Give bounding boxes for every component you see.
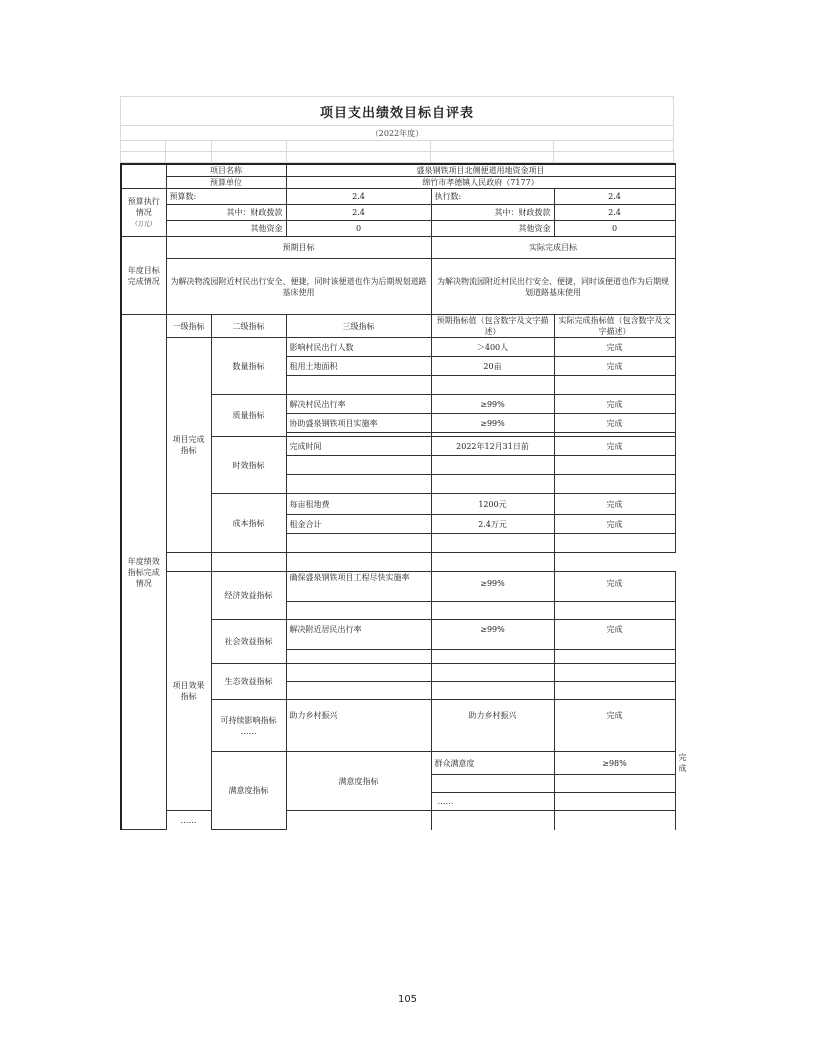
empty-cell [286, 475, 431, 494]
project-name-value: 盛泉钢铁项目北侧便道用地资金项目 [286, 164, 675, 177]
indicator-actual: 完成 [554, 414, 675, 433]
header-level2: 二级指标 [211, 315, 286, 338]
indicator-actual: 完成 [554, 494, 675, 515]
economic-label: 经济效益指标 [211, 572, 286, 620]
empty-cell [166, 553, 211, 572]
empty-cell [554, 793, 675, 811]
empty-cell [286, 534, 431, 553]
performance-section-label: 年度绩效指标完成情况 [121, 315, 166, 830]
header-level3: 三级指标 [286, 315, 431, 338]
empty-cell [286, 376, 431, 395]
indicator-name: 解决村民出行率 [286, 395, 431, 414]
project-name-label: 项目名称 [166, 164, 286, 177]
empty-cell [431, 650, 554, 664]
empty-cell [431, 602, 554, 620]
indicator-name: 租用土地面积 [286, 357, 431, 376]
indicator-name: 群众满意度 [431, 752, 554, 775]
budget-unit-label: 预算单位 [166, 177, 286, 189]
annual-goal-section-label: 年度目标完成情况 [121, 237, 166, 315]
empty-cell [554, 602, 675, 620]
empty-cell [286, 553, 431, 572]
evaluation-table: 项目名称 盛泉钢铁项目北侧便道用地资金项目 预算单位 绵竹市孝德镇人民政府（7177） 预算执行情况 （万元） 预算数: 2.4 执行数: 2.4 其中：财政拨款 2.4 其中：财政拨款 2.4 其他资金 0 其他资金 0 年度目标完成情况 预期目标 实际完成目标 为解决物流园附近村民出行安全、便捷，同时该便道也作为后期规划道路基床使用 为解决物流园附近村民出行安全、便捷，同时该便道也作为后期规划道路基床使用 年度绩效指标完成情况 一级指标 二级指标 三级指标 预期指标值（包含数字及文字描述） 实际完成指标值（包含数字及文字描述） 项目完成指标 数量指标 影响村民出行人数 ＞400人 完成 租用土地面积 20亩 完成 质量指标 解决村民出行率 ≥99% 完成 协助盛泉钢铁项目实施率 ≥99% 完成 时效指标 完成时间 2022年12月31日前 完成 成本指标 每亩租地费 1200元 完成 租金合计 2.4万元 完成 项目效果指标 经济效益指标 确保盛泉钢铁项目工程尽快实施率 ≥99% 完成 社会效益指标 解决附近居民出行率 ≥99% 完成 生态效益指标 可持续影响指标 …… 助力乡村振兴 助力乡村振兴 完成 满意度指标 满意度指标 群众满意度 ≥98% 完成 …… …… [120, 163, 676, 830]
exec-amount-value: 2.4 [554, 189, 675, 205]
indicator-actual: 完成 [554, 620, 675, 650]
blank-cell [121, 164, 166, 189]
empty-cell [431, 456, 554, 475]
indicator-expected: 20亩 [431, 357, 554, 376]
budget-exec-section-label: 预算执行情况 （万元） [121, 189, 166, 237]
indicator-expected: 1200元 [431, 494, 554, 515]
indicator-name: 协助盛泉钢铁项目实施率 [286, 414, 431, 433]
empty-cell [286, 664, 431, 682]
social-label: 社会效益指标 [211, 620, 286, 664]
indicator-name: 租金合计 [286, 515, 431, 534]
actual-goal-header: 实际完成目标 [431, 237, 675, 259]
empty-cell [431, 553, 554, 572]
exec-amount-label: 执行数: [431, 189, 554, 205]
satisfaction-ellipsis-2: …… [166, 811, 211, 830]
budget-amount-label: 预算数: [166, 189, 286, 205]
other-funds-label-exec: 其他资金 [431, 221, 554, 237]
indicator-expected: ≥99% [431, 414, 554, 433]
indicator-expected: 2.4万元 [431, 515, 554, 534]
page-number: 105 [397, 994, 418, 1005]
fiscal-label: 其中：财政拨款 [166, 205, 286, 221]
empty-cell [286, 456, 431, 475]
empty-cell [554, 775, 675, 793]
indicator-actual: 完成 [554, 357, 675, 376]
indicator-name: 确保盛泉钢铁项目工程尽快实施率 [286, 572, 431, 602]
group-effect-label: 项目效果指标 [166, 572, 211, 811]
empty-cell [431, 534, 554, 553]
evaluation-sheet [120, 96, 687, 830]
indicator-expected: 2022年12月31日前 [431, 437, 554, 456]
indicator-actual: 完成 [554, 437, 675, 456]
indicator-expected: 助力乡村振兴 [431, 700, 554, 752]
other-funds-value-exec: 0 [554, 221, 675, 237]
indicator-name: 完成时间 [286, 437, 431, 456]
timeliness-label: 时效指标 [211, 437, 286, 494]
satisfaction-ellipsis: …… [431, 793, 554, 811]
empty-cell [554, 456, 675, 475]
actual-goal-text: 为解决物流园附近村民出行安全、便捷，同时该便道也作为后期规划道路基床使用 [431, 259, 675, 315]
sustainable-label: 可持续影响指标 …… [211, 700, 286, 752]
ecological-label: 生态效益指标 [211, 664, 286, 700]
expected-goal-header: 预期目标 [166, 237, 431, 259]
empty-cell [211, 553, 286, 572]
quality-label: 质量指标 [211, 395, 286, 437]
empty-cell [431, 664, 554, 682]
empty-cell [554, 534, 675, 553]
indicator-expected: ≥99% [431, 395, 554, 414]
group-satisfaction-label: 满意度指标 [211, 752, 286, 830]
other-funds-label: 其他资金 [166, 221, 286, 237]
group-completion-label: 项目完成指标 [166, 338, 211, 553]
header-expected: 预期指标值（包含数字及文字描述） [431, 315, 554, 338]
indicator-actual: 完成 [554, 572, 675, 602]
indicator-name: 助力乡村振兴 [286, 700, 431, 752]
quantity-label: 数量指标 [211, 338, 286, 395]
budget-unit-value: 绵竹市孝德镇人民政府（7177） [286, 177, 675, 189]
empty-cell [286, 650, 431, 664]
spacer-grid-row [120, 140, 674, 151]
indicator-expected: ≥99% [431, 620, 554, 650]
empty-cell [286, 811, 431, 830]
indicator-expected: ＞400人 [431, 338, 554, 357]
empty-cell [554, 376, 675, 395]
form-year: （2022年度） [120, 125, 674, 140]
indicator-actual: 完成 [554, 515, 675, 534]
indicator-name: 每亩租地费 [286, 494, 431, 515]
empty-cell [554, 475, 675, 494]
cost-label: 成本指标 [211, 494, 286, 553]
empty-cell [431, 376, 554, 395]
empty-cell [554, 664, 675, 682]
indicator-name: 影响村民出行人数 [286, 338, 431, 357]
empty-cell [286, 682, 431, 700]
empty-cell [431, 682, 554, 700]
indicator-expected: ≥98% [554, 752, 675, 775]
fiscal-value-exec: 2.4 [554, 205, 675, 221]
satisfaction-label: 满意度指标 [286, 752, 431, 811]
indicator-expected: ≥99% [431, 572, 554, 602]
header-level1: 一级指标 [166, 315, 211, 338]
empty-cell [431, 811, 554, 830]
empty-cell [431, 475, 554, 494]
indicator-actual: 完成 [554, 395, 675, 414]
empty-cell [554, 682, 675, 700]
expected-goal-text: 为解决物流园附近村民出行安全、便捷，同时该便道也作为后期规划道路基床使用 [166, 259, 431, 315]
budget-amount-value: 2.4 [286, 189, 431, 205]
form-title: 项目支出绩效目标自评表 [120, 96, 674, 125]
indicator-actual: 完成 [554, 338, 675, 357]
indicator-name: 解决附近居民出行率 [286, 620, 431, 650]
spacer-grid-row [120, 151, 674, 163]
empty-cell [286, 602, 431, 620]
fiscal-label-exec: 其中：财政拨款 [431, 205, 554, 221]
header-actual: 实际完成指标值（包含数字及文字描述） [554, 315, 675, 338]
empty-cell [431, 775, 554, 793]
empty-cell [554, 650, 675, 664]
other-funds-value: 0 [286, 221, 431, 237]
indicator-actual: 完成 [554, 700, 675, 752]
fiscal-value: 2.4 [286, 205, 431, 221]
empty-cell [554, 811, 675, 830]
